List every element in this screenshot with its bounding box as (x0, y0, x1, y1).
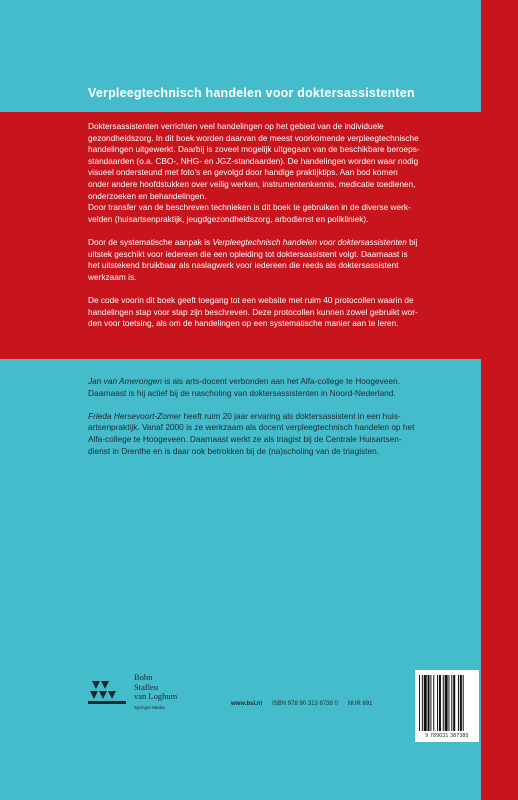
description-text: bij uitstek geschikt voor iedereen die een opleiding tot doktersassistent volgt. Daarnaast is het uitstekend bruikbaar als naslagwerk voor iedereen die reeds als doktersassistent werkzaam is. (88, 236, 418, 282)
publisher-subtitle: Springer Media (134, 704, 165, 710)
nur-code: NUR 891 (347, 701, 373, 707)
publication-info (231, 701, 383, 707)
author-bio-2 (88, 411, 473, 457)
publisher-name-line: Bohn (134, 672, 153, 682)
description-paragraph-3: De code voorin dit boek geeft toegang tot een website met ruim 40 protocollen waarin de handelingen stap voor stap zijn beschreven. Deze protocollen kunnen zowel gebruikt wor- den voor toetsing, als om de handelingen op een systematische manier aan te leren. (88, 294, 418, 329)
book-title-italic: Verpleegtechnisch handelen voor doktersassistenten (212, 236, 407, 247)
author-bio-text: heeft ruim 20 jaar ervaring als doktersassistent in een huis- artsenpraktijk. Vanaf 2000 is ze werkzaam als docent verpleegtechnisch handelen op het Alfa-college te Hoogeveen. Daarnaast werkt ze als triagist bij de Centrale Huisartsen- dienst in Drenthe en is daar ook betrokken bij de (na)scholing van de triagisten. (88, 410, 415, 456)
description-paragraph-2 (88, 237, 473, 283)
barcode-bars-icon (419, 675, 475, 731)
barcode (415, 670, 479, 742)
author-bio-text: is als arts-docent verbonden aan het Alfa-college te Hoogeveen. Daarnaast is hij actief bij de nascholing van doktersassistenten in Noord-Nederland. (88, 376, 400, 398)
author-bios (88, 376, 473, 457)
author-name: Frieda Hersevoort-Zomer (88, 410, 182, 421)
publisher-logo (88, 671, 198, 719)
publisher-name-line: van Loghum (134, 691, 178, 701)
description-paragraph-1: Doktersassistenten verrichten veel handelingen op het gebied van de individuele gezondheidszorg. In dit boek worden daarvan de meest voorkomende verpleegtechnische handelingen uitgewerkt. Daarbij is zoveel mogelijk uitgegaan van de beschikbare beroeps- standaarden (o.a. CBO-, NHG- en JGZ-standaarden). De handelingen worden waar nodig visueel ondersteund met foto's en gevolgd door handige praktijktips. Aan bod komen onder andere hoofdstukken over veilig werken, instrumentenkennis, medicatie toedienen, onderzoeken en behandelingen. Door transfer van de beschreven technieken is dit boek te gebruiken in de diverse werk- velden (huisartsenpraktijk, jeugdgezondheidszorg, arbodienst en polikliniek). (88, 121, 420, 224)
author-name: Jan van Amerongen (88, 376, 162, 386)
publisher-url: www.bsl.nl (231, 701, 263, 707)
description-text: Door de systematische aanpak is (88, 236, 213, 247)
barcode-number: 9 789031 387380 (425, 733, 469, 739)
book-description (88, 121, 473, 330)
book-title: Verpleegtechnisch handelen voor doktersassistenten (88, 86, 415, 100)
publisher-name-line: Stafleu (134, 681, 159, 692)
isbn: ISBN 978 90 313 8738 0 (272, 701, 338, 707)
author-bio-1 (88, 376, 473, 399)
publisher-name (134, 673, 177, 712)
publisher-emblem-icon (88, 679, 128, 707)
